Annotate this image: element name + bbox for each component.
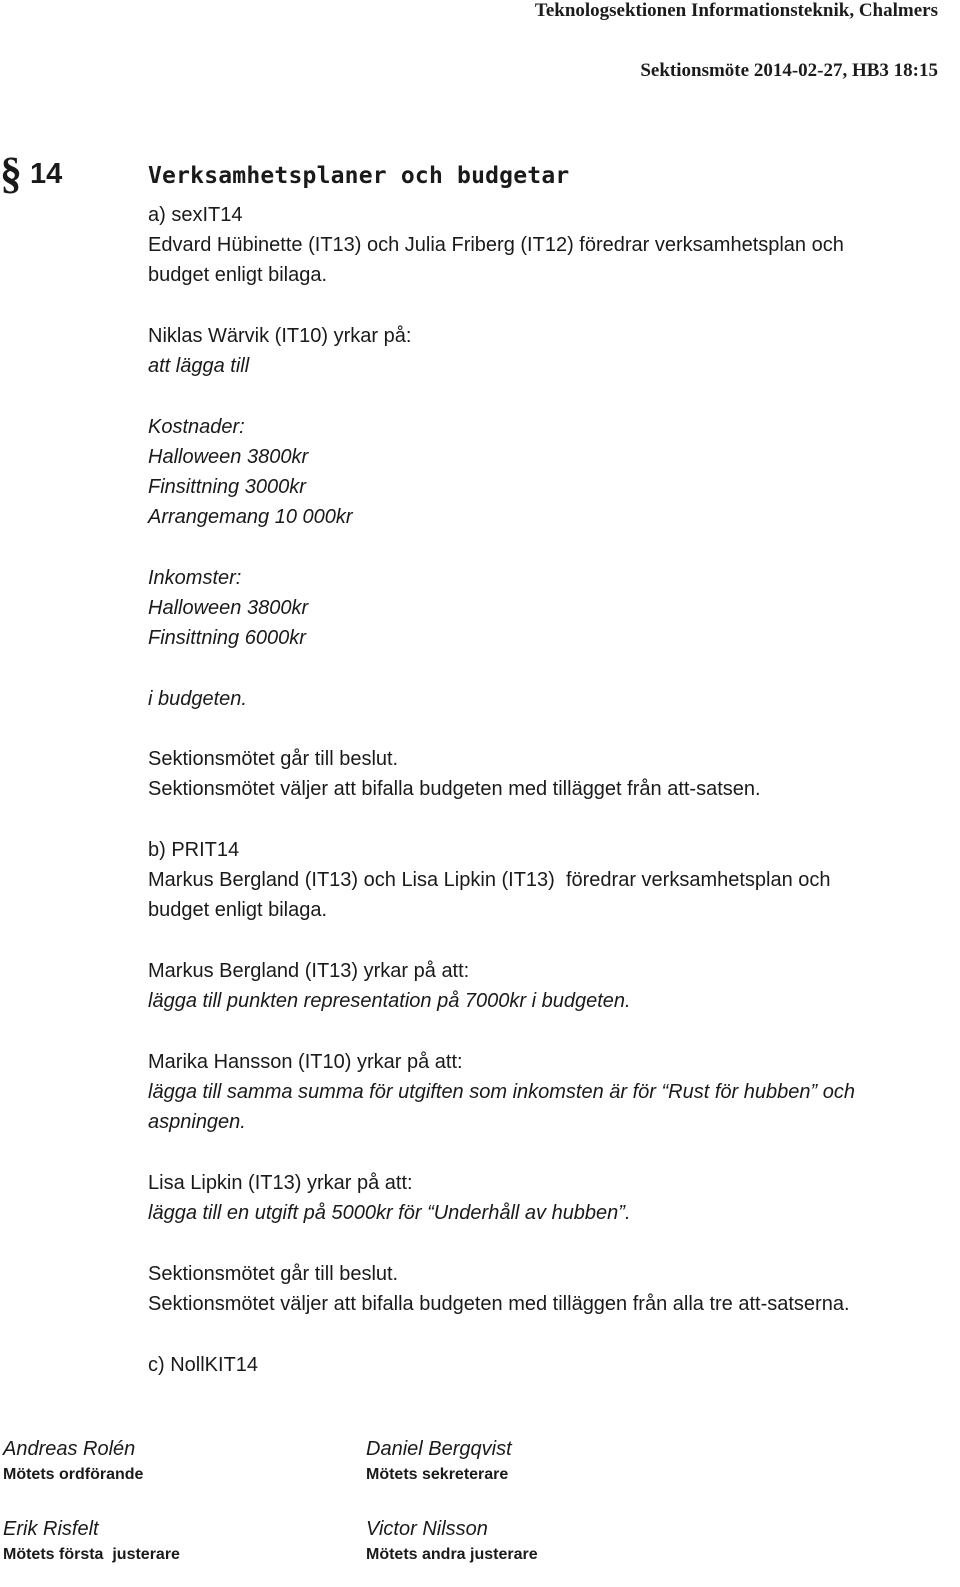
section-number: 14 — [30, 158, 63, 190]
decision-line: Sektionsmötet går till beslut. — [148, 748, 399, 770]
motion-line: lägga till punkten representation på 7000kr i budgeten. — [148, 990, 631, 1012]
decision-line: Sektionsmötet väljer att bifalla budgeten med tilläggen från alla tre att-satserna. — [148, 1293, 850, 1315]
motion-line: lägga till samma summa för utgiften som inkomsten är för “Rust för hubben” och — [148, 1081, 855, 1103]
section-symbol: § — [0, 149, 22, 198]
motion-line: i budgeten. — [148, 688, 247, 710]
signature-role-adjuster-1: Mötets första justerare — [3, 1546, 180, 1563]
income-item: Finsittning 6000kr — [148, 627, 306, 649]
paragraph-line: Markus Bergland (IT13) och Lisa Lipkin (IT13) föredrar verksamhetsplan och — [148, 869, 831, 891]
paragraph-line: budget enligt bilaga. — [148, 264, 328, 286]
motion-line: lägga till en utgift på 5000kr för “Underhåll av hubben”. — [148, 1202, 631, 1224]
signature-name-adjuster-2: Victor Nilsson — [366, 1518, 488, 1540]
motion-line: att lägga till — [148, 355, 250, 377]
section-title: Verksamhetsplaner och budgetar — [148, 163, 570, 189]
paragraph-line: Edvard Hübinette (IT13) och Julia Friberg (IT12) föredrar verksamhetsplan och — [148, 234, 844, 256]
income-item: Halloween 3800kr — [148, 597, 309, 619]
signature-name-secretary: Daniel Bergqvist — [366, 1438, 512, 1460]
motion-line: Marika Hansson (IT10) yrkar på att: — [148, 1051, 463, 1073]
subsection-c-heading: c) NollKIT14 — [148, 1354, 259, 1376]
inkomster-label: Inkomster: — [148, 567, 242, 589]
motion-line: Markus Bergland (IT13) yrkar på att: — [148, 960, 470, 982]
motion-line: Lisa Lipkin (IT13) yrkar på att: — [148, 1172, 413, 1194]
kostnader-label: Kostnader: — [148, 416, 245, 438]
cost-item: Arrangemang 10 000kr — [148, 506, 353, 528]
header-organization: Teknologsektionen Informationsteknik, Chalmers — [534, 0, 938, 21]
paragraph-line: budget enligt bilaga. — [148, 899, 328, 921]
signature-name-adjuster-1: Erik Risfelt — [3, 1518, 99, 1540]
signature-name-chair: Andreas Rolén — [3, 1438, 136, 1460]
header-meeting: Sektionsmöte 2014-02-27, HB3 18:15 — [640, 60, 938, 81]
signature-role-chair: Mötets ordförande — [3, 1466, 144, 1483]
signature-role-secretary: Mötets sekreterare — [366, 1466, 509, 1483]
subsection-a-heading: a) sexIT14 — [148, 204, 243, 226]
signature-role-adjuster-2: Mötets andra justerare — [366, 1546, 538, 1563]
cost-item: Finsittning 3000kr — [148, 476, 306, 498]
subsection-b-heading: b) PRIT14 — [148, 839, 240, 861]
decision-line: Sektionsmötet väljer att bifalla budgeten med tillägget från att-satsen. — [148, 778, 761, 800]
cost-item: Halloween 3800kr — [148, 446, 309, 468]
motion-line: Niklas Wärvik (IT10) yrkar på: — [148, 325, 412, 347]
motion-line: aspningen. — [148, 1111, 246, 1133]
decision-line: Sektionsmötet går till beslut. — [148, 1263, 399, 1285]
